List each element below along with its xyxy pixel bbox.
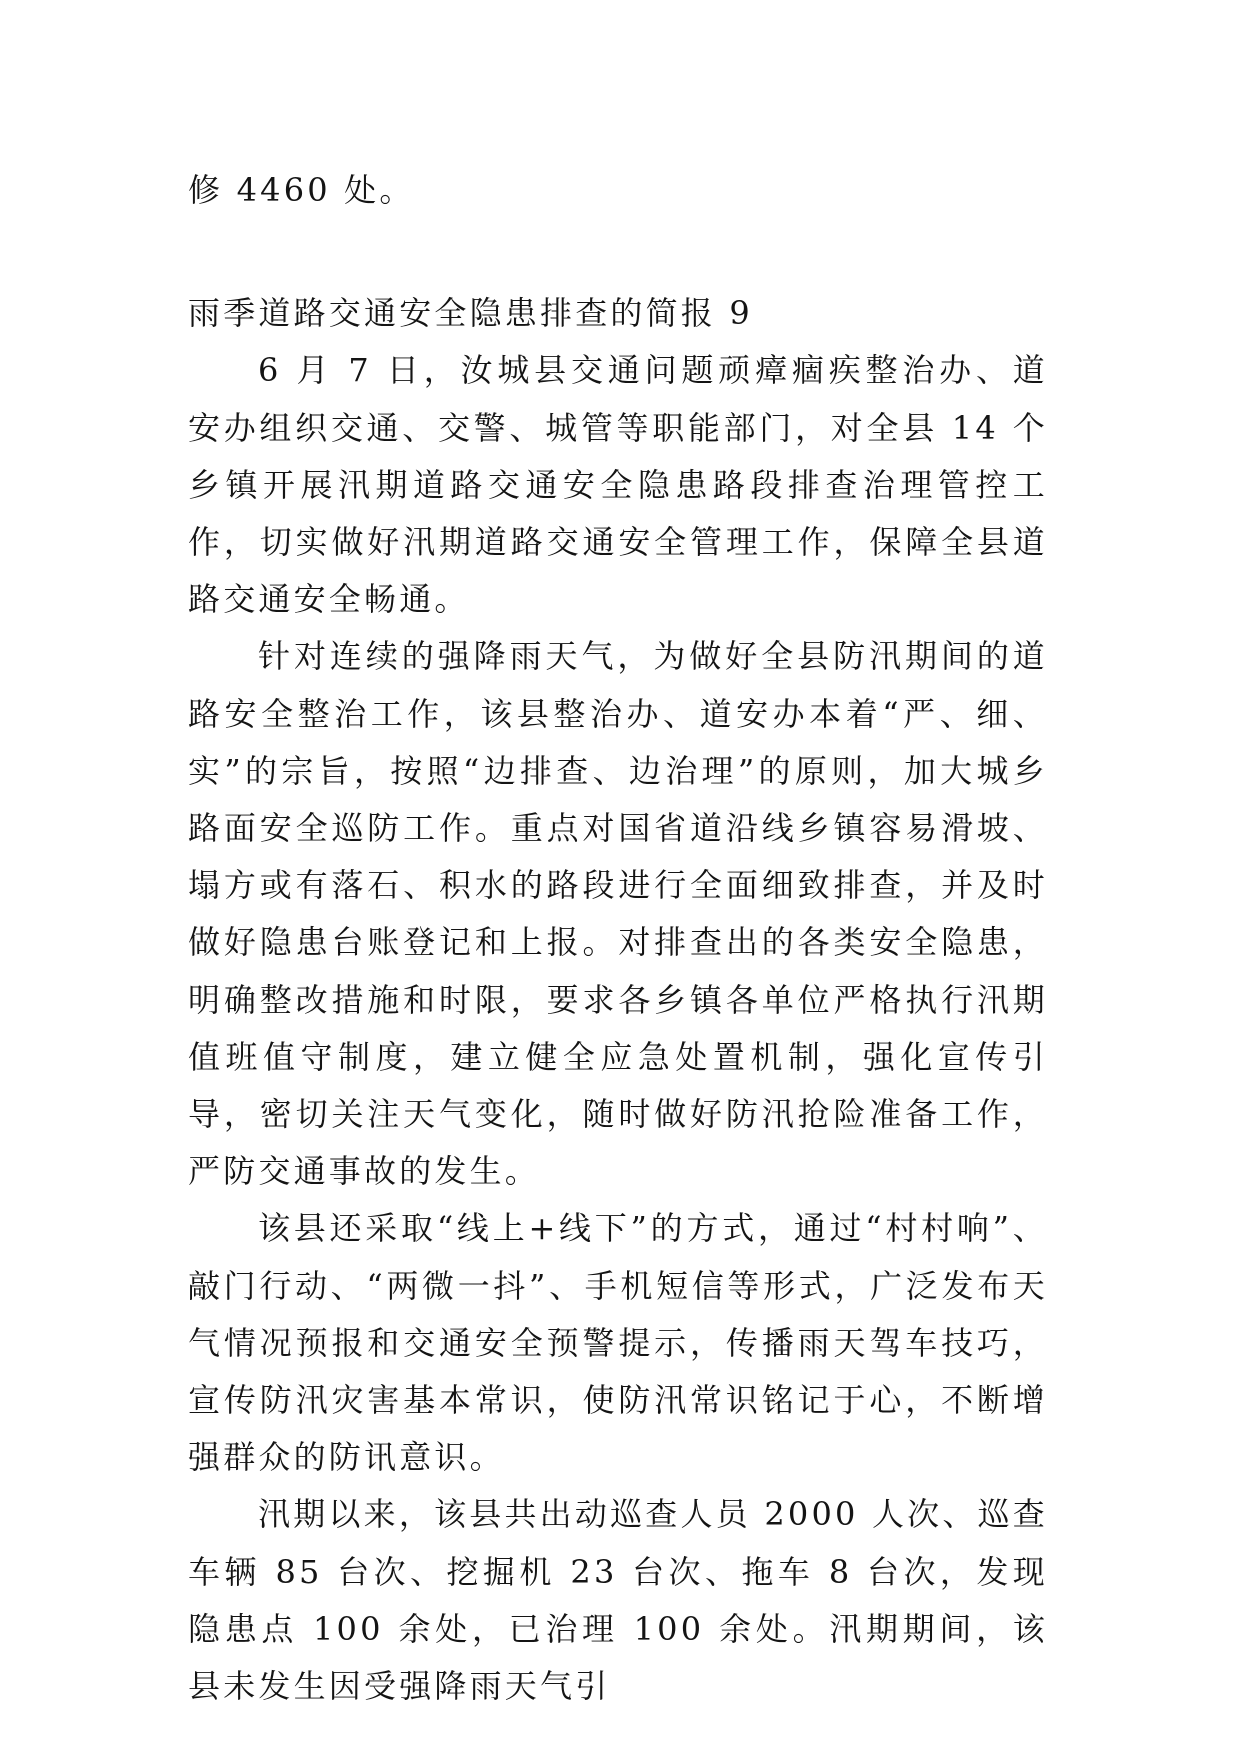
section-heading: 雨季道路交通安全隐患排查的简报 9 [188,294,753,333]
body-paragraph: 针对连续的强降雨天气，为做好全县防汛期间的道路安全整治工作，该县整治办、道安办本着“严、细、实”的宗旨，按照“边排查、边治理”的原则，加大城乡路面安全巡防工作。重点对国省道沿线乡镇容易滑坡、塌方或有落石、积水的路段进行全面细致排查，并及时做好隐患台账登记和上报。对排查出的各类安全隐患，明确整改措施和时限，要求各乡镇各单位严格执行汛期值班值守制度，建立健全应急处置机制，强化宣传引导，密切关注天气变化，随时做好防汛抢险准备工作，严防交通事故的发生。 [188,637,1048,1191]
body-paragraph: 该县还采取“线上+线下”的方式，通过“村村响”、敲门行动、“两微一抖”、手机短信等形式，广泛发布天气情况预报和交通安全预警提示，传播雨天驾车技巧，宣传防汛灾害基本常识，使防汛常识铭记于心，不断增强群众的防讯意识。 [188,1209,1048,1477]
continuation-text: 修 4460 处。 [188,171,415,209]
body-paragraph: 汛期以来，该县共出动巡查人员 2000 人次、巡查车辆 85 台次、挖掘机 23 台次、拖车 8 台次，发现隐患点 100 余处，已治理 100 余处。汛期期间，该县未发生因受强降雨天气引 [188,1495,1048,1706]
body-paragraph: 6 月 7 日，汝城县交通问题顽瘴痼疾整治办、道安办组织交通、交警、城管等职能部门，对全县 14 个乡镇开展汛期道路交通安全隐患路段排查治理管控工作，切实做好汛期道路交通安全管理工作，保障全县道路交通安全畅通。 [188,351,1048,619]
document-body [188,162,1048,1715]
